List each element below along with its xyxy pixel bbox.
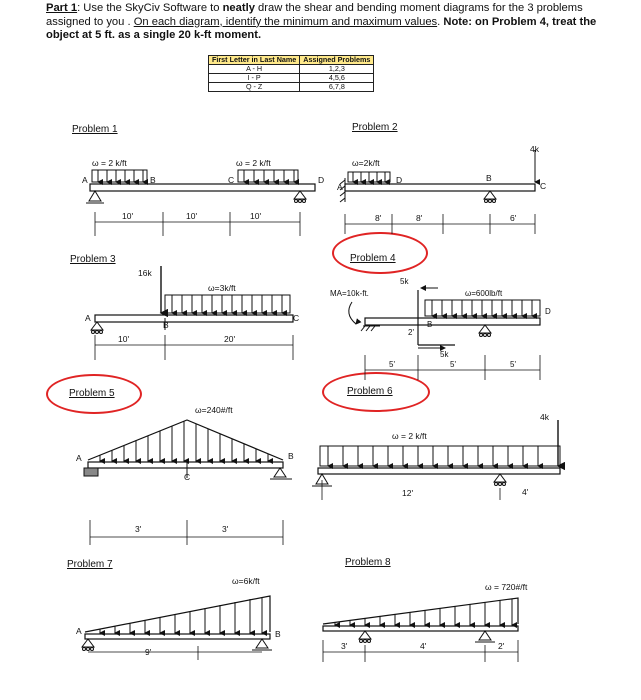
beam: [95, 315, 293, 322]
dimension-label: 10': [118, 334, 130, 344]
beam: [365, 318, 540, 325]
point-label: B: [427, 320, 433, 329]
dimension-label: 8': [375, 213, 382, 223]
dimension-lines: [90, 520, 283, 545]
table-header: Assigned Problems: [300, 56, 374, 65]
table-cell: 1,2,3: [300, 65, 374, 74]
table-cell: 6,7,8: [300, 83, 374, 92]
part-label: Part 1: [46, 2, 78, 14]
problem-6-labels: [392, 412, 550, 498]
roller-support: [494, 474, 506, 486]
arm-label: 2': [408, 328, 414, 337]
problem-1-diagram: [86, 170, 315, 236]
fixed-support: [361, 326, 380, 331]
dimension-label: 20': [224, 334, 236, 344]
point-label: C: [293, 313, 300, 323]
problem-1-labels: [82, 158, 324, 221]
problem-3-diagram: [91, 266, 293, 360]
problem-5-diagram: [84, 420, 292, 545]
dimension-label: 5': [450, 360, 456, 369]
distributed-load: [320, 446, 560, 466]
point-label: A: [82, 175, 88, 185]
point-label: A: [76, 453, 82, 463]
dimension-label: 3': [135, 524, 142, 534]
problem-8-title: Problem 8: [345, 557, 391, 568]
distributed-load-left: [92, 170, 147, 182]
load-arrows: [100, 421, 268, 461]
dimension-label: 9': [145, 647, 152, 657]
force-label: 4k: [540, 412, 549, 422]
dimension-label: 4': [420, 641, 427, 651]
problem-2-title: Problem 2: [352, 122, 398, 133]
dimension-label: 5': [510, 360, 516, 369]
load-label: ω = 2 k/ft: [236, 158, 271, 168]
beam: [85, 634, 270, 639]
roller-support: [479, 325, 491, 337]
problem-5-title: Problem 5: [69, 388, 115, 399]
point-label: D: [396, 175, 403, 185]
point-label: B: [288, 451, 294, 461]
point-label: A: [76, 626, 82, 636]
load-label: ω=2k/ft: [352, 158, 380, 168]
distributed-load: [425, 300, 540, 316]
dimension-label: 5': [389, 360, 395, 369]
point-label: C: [540, 181, 547, 191]
triangular-load: [88, 420, 283, 460]
force-label: 5k: [440, 350, 449, 359]
point-label: D: [318, 175, 325, 185]
force-label: 5k: [400, 277, 409, 286]
distributed-load: [348, 172, 390, 182]
dimension-label: 10': [122, 211, 134, 221]
beam: [318, 468, 560, 474]
problem-1-title: Problem 1: [72, 124, 118, 135]
dimension-lines: [345, 214, 535, 234]
pin-support: [475, 631, 495, 642]
dimension-label: 8': [416, 213, 423, 223]
load-arrows: [335, 599, 512, 625]
load-label: ω = 720#/ft: [485, 582, 528, 592]
roller-support: [359, 631, 371, 643]
dimension-label: 6': [510, 213, 517, 223]
instructions-emphasis: neatly: [222, 2, 255, 14]
load-label: ω = 2 k/ft: [392, 431, 427, 441]
problem-4-title: Problem 4: [350, 253, 396, 264]
point-label: B: [275, 629, 281, 639]
table-cell: A - H: [209, 65, 300, 74]
triangular-load: [85, 596, 270, 632]
beam: [323, 626, 518, 631]
problem-3-title: Problem 3: [70, 254, 116, 265]
point-label: C: [228, 175, 235, 185]
point-label: D: [545, 307, 551, 316]
problem-6-title: Problem 6: [347, 386, 393, 397]
dimension-label: 4': [522, 487, 529, 497]
beam: [88, 462, 283, 468]
dimension-label: 10': [186, 211, 198, 221]
table-header: First Letter in Last Name: [209, 56, 300, 65]
table-cell: 4,5,6: [300, 74, 374, 83]
load-label: ω=6k/ft: [232, 576, 260, 586]
problem-8-diagram: [323, 598, 518, 662]
moment-label: MA=10k-ft.: [330, 289, 369, 298]
roller-support: [82, 639, 94, 651]
load-label: ω=240#/ft: [195, 405, 233, 415]
triangular-load: [323, 598, 518, 624]
dimension-label: 12': [402, 488, 414, 498]
roller-support: [91, 322, 103, 334]
load-label: ω=3k/ft: [208, 283, 236, 293]
table-cell: Q - Z: [209, 83, 300, 92]
dimension-label: 3': [222, 524, 229, 534]
point-label: B: [486, 173, 492, 183]
distributed-load: [165, 295, 290, 313]
pin-support: [270, 468, 292, 479]
roller-support: [294, 191, 306, 203]
table-cell: I - P: [209, 74, 300, 83]
problem-5-labels: [76, 405, 294, 534]
instructions-text-2: draw the shear and bending moment diagrams for the 3 problems assigned to you .: [46, 2, 583, 28]
point-label: A: [337, 182, 343, 192]
problem-7-diagram: [82, 596, 272, 660]
instructions-text-1: : Use the SkyCiv Software to: [77, 2, 223, 14]
force-label: 16k: [138, 268, 152, 278]
dimension-lines: [88, 646, 262, 660]
point-label: A: [85, 313, 91, 323]
point-label: B: [150, 175, 156, 185]
load-label: ω=600lb/ft: [465, 289, 503, 298]
dimension-label: 10': [250, 211, 262, 221]
pin-support: [86, 191, 104, 203]
instructions-note: Note: on Problem 4, treat the object at 5 ft. as a single 20 k-ft moment.: [46, 15, 597, 42]
pin-support: [252, 639, 272, 650]
point-label: B: [163, 320, 169, 330]
problem-7-title: Problem 7: [67, 559, 113, 570]
roller-support: [484, 191, 496, 203]
distributed-load-right: [238, 170, 298, 182]
fixed-support: [84, 468, 98, 476]
moment-arrow: [349, 302, 356, 324]
dimension-label: 3': [341, 641, 348, 651]
force-label: 4k: [530, 144, 539, 154]
dimension-label: 2': [498, 641, 505, 651]
instructions-text-3: .: [437, 15, 444, 28]
point-label: C: [184, 472, 191, 482]
problem-4-labels: [330, 277, 551, 369]
load-label: ω = 2 k/ft: [92, 158, 127, 168]
beam: [90, 184, 315, 191]
beam: [345, 184, 535, 191]
instructions-underlined: On each diagram, identify the minimum and maximum values: [133, 15, 438, 28]
